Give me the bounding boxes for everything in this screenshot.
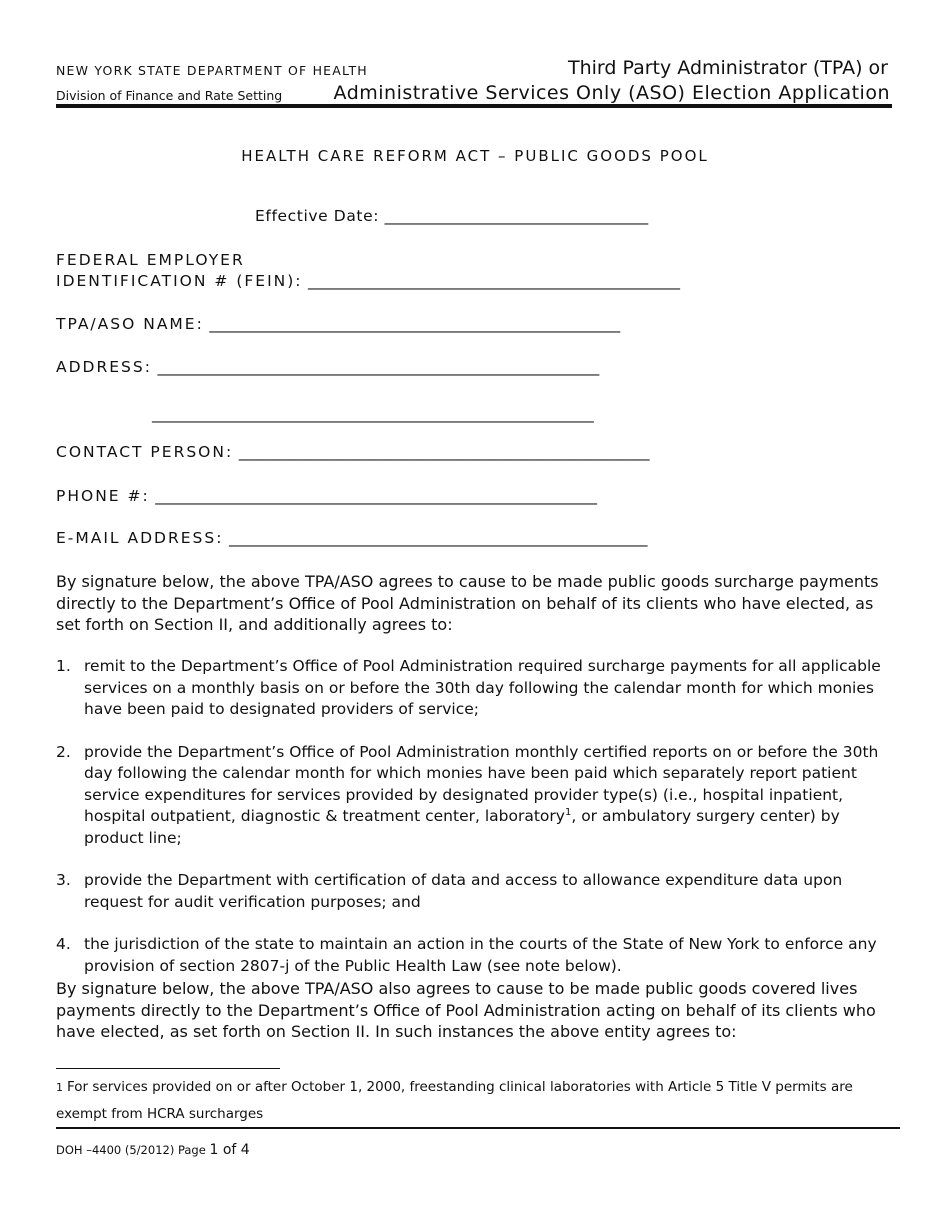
outro-paragraph: By signature below, the above TPA/ASO also agrees to cause to be made public goods covered lives payments directly to the Department’s Office of Pool Administration acting on behalf of its clients who have elected, as set forth on Section II. In such instances the above entity agrees to: [56, 979, 876, 1041]
footnote-rule [56, 1068, 280, 1069]
list-item-text: remit to the Department’s Office of Pool Administration required surcharge payments for all applicable services on a monthly basis on or before the 30th day following the calendar month for which monies have been paid to designated providers of service; [84, 657, 881, 718]
list-item [56, 934, 896, 977]
form-subtitle: HEALTH CARE REFORM ACT – PUBLIC GOODS POOL [241, 147, 709, 165]
effective-date-blank[interactable]: __________________________________ [384, 207, 649, 225]
list-item-number: 2. [56, 742, 71, 761]
list-item [56, 656, 896, 721]
address-blank-line1[interactable]: _________________________________________________________ [157, 358, 600, 376]
form-title-line2: Administrative Services Only (ASO) Election Application [333, 82, 890, 104]
header-rule [56, 104, 892, 108]
phone-blank[interactable]: _________________________________________________________ [155, 487, 598, 505]
footnote-number: 1 [56, 1081, 63, 1094]
division-name: Division of Finance and Rate Setting [56, 88, 283, 103]
footer-rule [56, 1127, 900, 1129]
address-blank-line2[interactable]: _________________________________________________________ [152, 405, 594, 423]
list-item-text: provide the Department with certification of data and access to allowance expenditure data upon request for audit verification purposes; and [84, 871, 843, 911]
form-number [56, 1142, 250, 1158]
contact-person-field[interactable] [56, 443, 649, 461]
address-label: ADDRESS: [56, 358, 152, 376]
email-field[interactable] [56, 529, 647, 547]
effective-date-label: Effective Date: [255, 207, 380, 225]
tpa-name-field[interactable] [56, 315, 620, 333]
agreements-list [56, 656, 896, 998]
form-title-line1: Third Party Administrator (TPA) or [567, 57, 888, 79]
tpa-name-blank[interactable]: _____________________________________________________ [209, 315, 621, 333]
fein-label-line2: IDENTIFICATION # (FEIN): [56, 272, 303, 290]
contact-person-label: CONTACT PERSON: [56, 443, 234, 461]
fein-label-line1: FEDERAL EMPLOYER [56, 251, 245, 269]
email-blank[interactable]: ______________________________________________________ [228, 529, 648, 547]
contact-person-blank[interactable]: _____________________________________________________ [238, 443, 650, 461]
footnote [56, 1074, 896, 1128]
form-number-text: DOH –4400 (5/2012) Page [56, 1143, 206, 1157]
list-item-text: the jurisdiction of the state to maintain an action in the courts of the State of New York to enforce any provision of section 2807-j of the Public Health Law (see note below). [84, 935, 877, 975]
list-item-text: provide the Department’s Office of Pool Administration monthly certified reports on or before the 30th day following the calendar month for which monies have been paid which separately report patient service expenditures for services provided by designated provider type(s) (i.e., hospital inpatient, hospital outpatient, diagnostic & treatment center, laboratory [84, 742, 879, 825]
address-field[interactable] [56, 358, 599, 376]
effective-date-field[interactable] [255, 207, 648, 225]
fein-blank[interactable]: ________________________________________________ [308, 272, 681, 290]
tpa-name-label: TPA/ASO NAME: [56, 315, 204, 333]
footnote-reference: 1 [564, 806, 572, 818]
intro-paragraph: By signature below, the above TPA/ASO agrees to cause to be made public goods surcharge payments directly to the Department’s Office of Pool Administration on behalf of its clients who have elected, as set forth on Section II, and additionally agrees to: [56, 572, 879, 634]
list-item-number: 1. [56, 657, 71, 675]
page-number: 1 of 4 [209, 1142, 250, 1158]
agency-name: NEW YORK STATE DEPARTMENT OF HEALTH [56, 63, 368, 78]
phone-field[interactable] [56, 487, 597, 505]
list-item-text-continued: , or ambulatory surgery center) by product line; [84, 807, 840, 847]
footnote-text: For services provided on or after October 1, 2000, freestanding clinical laboratories with Article 5 Title V permits are exempt from HCRA surcharges [56, 1079, 853, 1122]
phone-label: PHONE #: [56, 487, 150, 505]
list-item [56, 742, 896, 850]
email-label: E-MAIL ADDRESS: [56, 529, 224, 547]
fein-field[interactable] [56, 272, 680, 290]
list-item-number: 4. [56, 935, 71, 953]
list-item [56, 870, 896, 913]
list-item-number: 3. [56, 871, 71, 889]
